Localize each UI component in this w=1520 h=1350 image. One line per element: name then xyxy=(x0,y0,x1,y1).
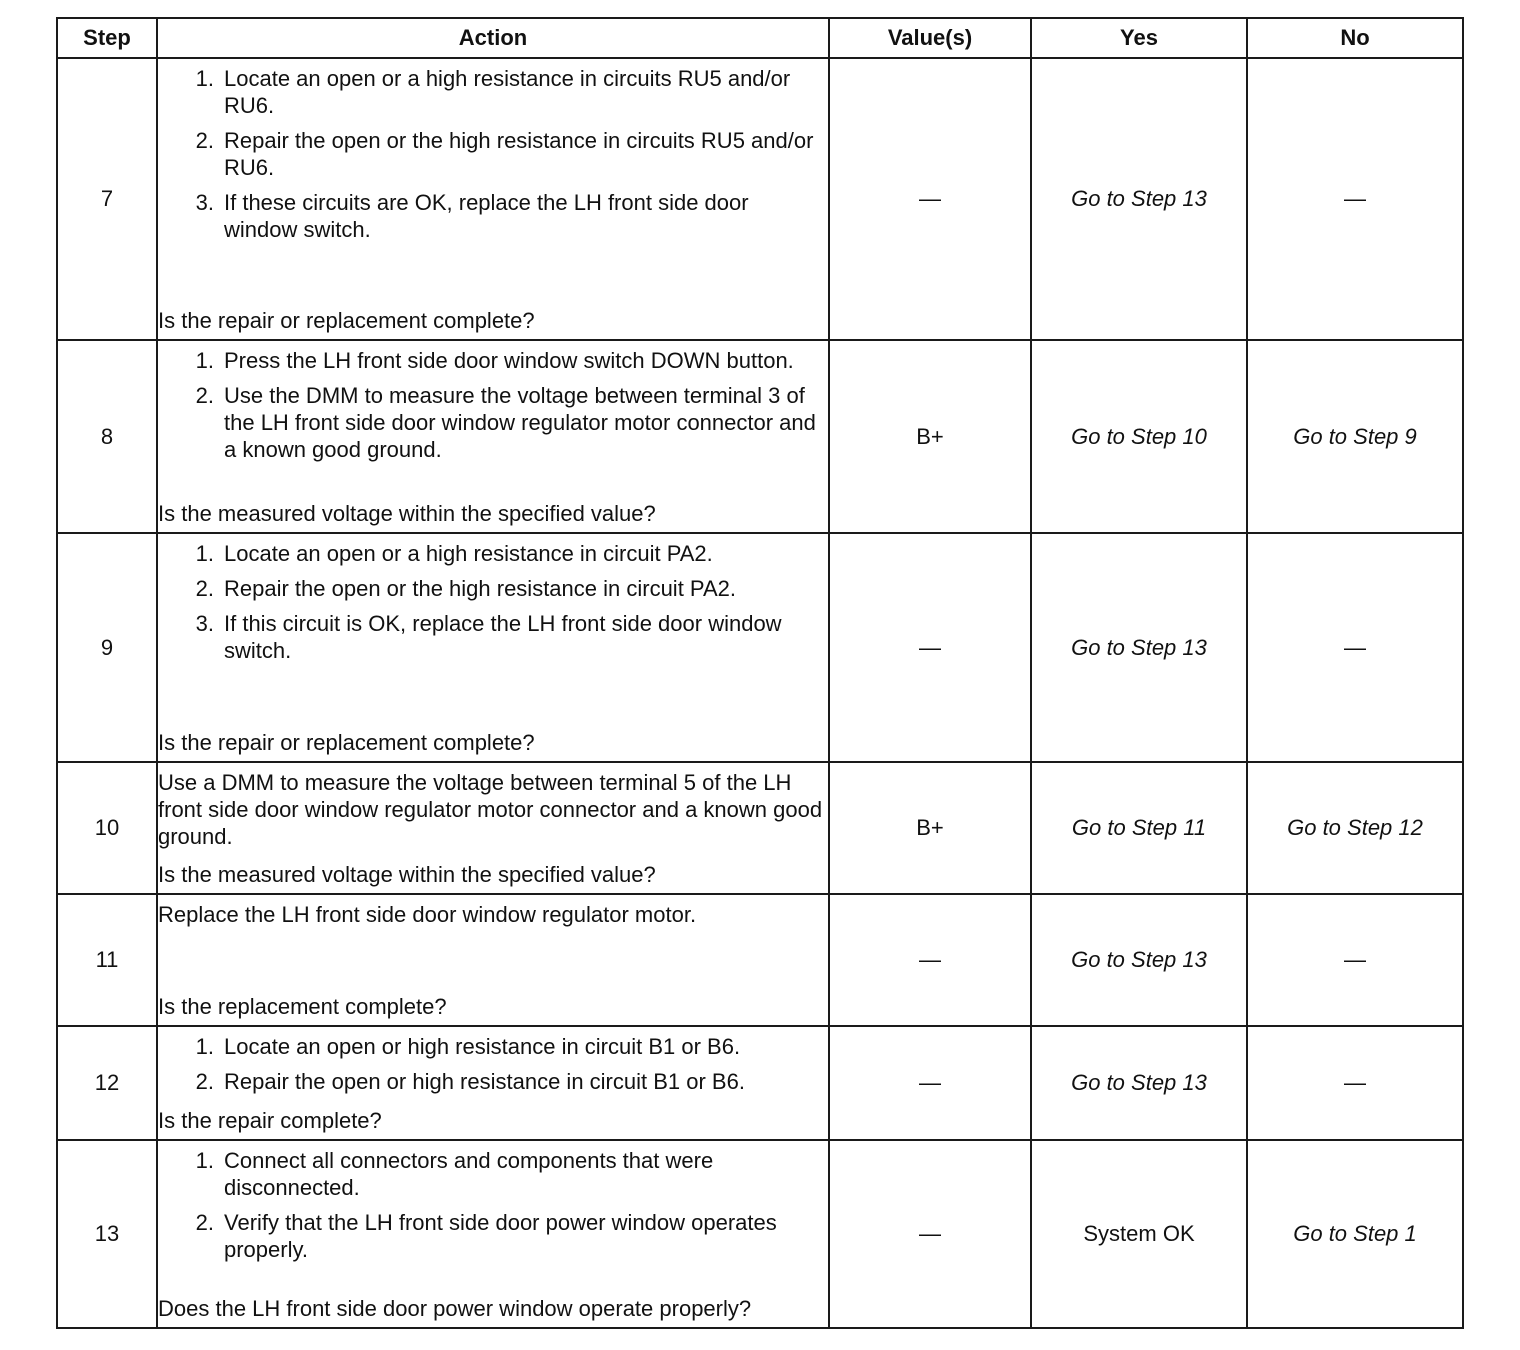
header-yes: Yes xyxy=(1031,18,1247,58)
action-question: Is the replacement complete? xyxy=(158,994,447,1019)
list-item: 2. Use the DMM to measure the voltage between terminal 3 of the LH front side door window regulator motor connector and a known good ground. xyxy=(195,383,816,462)
no-cell xyxy=(1247,340,1463,533)
diagnostic-table xyxy=(56,17,1464,1329)
no-goto: Go to Step 9 xyxy=(1293,423,1417,449)
table-row xyxy=(57,533,1463,762)
step-number: 8 xyxy=(57,340,157,533)
header-action: Action xyxy=(157,18,829,58)
yes-cell xyxy=(1031,1140,1247,1328)
step-number: 7 xyxy=(57,58,157,340)
yes-result: System OK xyxy=(1083,1221,1195,1246)
diagnostic-table-container xyxy=(56,17,1462,1329)
action-question: Is the repair or replacement complete? xyxy=(158,308,535,333)
action-list xyxy=(158,540,828,672)
action-question: Is the measured voltage within the specified value? xyxy=(158,501,656,526)
action-question: Does the LH front side door power window operate properly? xyxy=(158,1296,752,1321)
yes-goto: Go to Step 11 xyxy=(1071,815,1207,840)
list-item: 3. If this circuit is OK, replace the LH front side door window switch. xyxy=(195,611,782,663)
list-item: 2. Verify that the LH front side door power window operates properly. xyxy=(195,1210,777,1262)
table-row xyxy=(57,1026,1463,1140)
list-item: 1. Locate an open or a high resistance in circuits RU5 and/or RU6. xyxy=(195,66,791,118)
yes-goto: Go to Step 13 xyxy=(1071,1070,1207,1095)
action-cell xyxy=(157,1140,829,1328)
step-number: 12 xyxy=(57,1026,157,1140)
list-item: 1. Connect all connectors and components that were disconnected. xyxy=(195,1148,714,1200)
action-cell xyxy=(157,894,829,1026)
yes-cell xyxy=(1031,533,1247,762)
yes-goto: Go to Step 13 xyxy=(1071,947,1207,972)
header-values: Value(s) xyxy=(829,18,1031,58)
list-item: 2. Repair the open or the high resistance in circuits RU5 and/or RU6. xyxy=(195,128,814,180)
action-list xyxy=(158,1147,828,1265)
header-no: No xyxy=(1247,18,1463,58)
step-number: 13 xyxy=(57,1140,157,1328)
action-cell xyxy=(157,340,829,533)
no-cell: — xyxy=(1247,58,1463,340)
action-question: Is the measured voltage within the specified value? xyxy=(158,862,656,887)
yes-cell xyxy=(1031,894,1247,1026)
step-number: 11 xyxy=(57,894,157,1026)
yes-cell xyxy=(1031,340,1247,533)
value-cell: — xyxy=(829,1140,1031,1328)
action-cell xyxy=(157,58,829,340)
value-cell: — xyxy=(829,533,1031,762)
action-text: Replace the LH front side door window regulator motor. xyxy=(158,902,697,927)
table-row xyxy=(57,762,1463,894)
yes-cell xyxy=(1031,762,1247,894)
table-row xyxy=(57,894,1463,1026)
action-cell xyxy=(157,533,829,762)
action-list xyxy=(158,1033,828,1095)
action-text: Use a DMM to measure the voltage between terminal 5 of the LH front side door window regulator motor connector and a known good ground. xyxy=(158,770,823,849)
list-item: 1. Press the LH front side door window switch DOWN button. xyxy=(195,348,794,373)
action-question: Is the repair or replacement complete? xyxy=(158,730,535,755)
header-row xyxy=(57,18,1463,58)
value-cell: — xyxy=(829,58,1031,340)
table-row xyxy=(57,58,1463,340)
no-goto: Go to Step 1 xyxy=(1293,1221,1417,1246)
value-cell: — xyxy=(829,1026,1031,1140)
no-cell: — xyxy=(1247,533,1463,762)
list-item: 1. Locate an open or a high resistance in circuit PA2. xyxy=(195,541,713,566)
no-cell: — xyxy=(1247,1026,1463,1140)
list-item: 3. If these circuits are OK, replace the LH front side door window switch. xyxy=(195,190,749,242)
yes-goto: Go to Step 10 xyxy=(1071,423,1207,449)
yes-goto: Go to Step 13 xyxy=(1071,634,1207,660)
table-row xyxy=(57,340,1463,533)
no-cell xyxy=(1247,1140,1463,1328)
step-number: 9 xyxy=(57,533,157,762)
value-cell: B+ xyxy=(829,762,1031,894)
no-cell: — xyxy=(1247,894,1463,1026)
action-cell xyxy=(157,762,829,894)
yes-cell xyxy=(1031,58,1247,340)
no-goto: Go to Step 12 xyxy=(1287,815,1423,840)
list-item: 1. Locate an open or high resistance in circuit B1 or B6. xyxy=(195,1034,741,1059)
action-cell xyxy=(157,1026,829,1140)
no-cell xyxy=(1247,762,1463,894)
table-row xyxy=(57,1140,1463,1328)
value-cell: — xyxy=(829,894,1031,1026)
value-cell: B+ xyxy=(829,340,1031,533)
yes-cell xyxy=(1031,1026,1247,1140)
header-step: Step xyxy=(57,18,157,58)
action-list xyxy=(158,347,828,471)
yes-goto: Go to Step 13 xyxy=(1071,186,1207,211)
action-list xyxy=(158,65,828,251)
action-question: Is the repair complete? xyxy=(158,1108,382,1133)
step-number: 10 xyxy=(57,762,157,894)
list-item: 2. Repair the open or the high resistance in circuit PA2. xyxy=(195,576,736,601)
list-item: 2. Repair the open or high resistance in circuit B1 or B6. xyxy=(195,1069,745,1094)
